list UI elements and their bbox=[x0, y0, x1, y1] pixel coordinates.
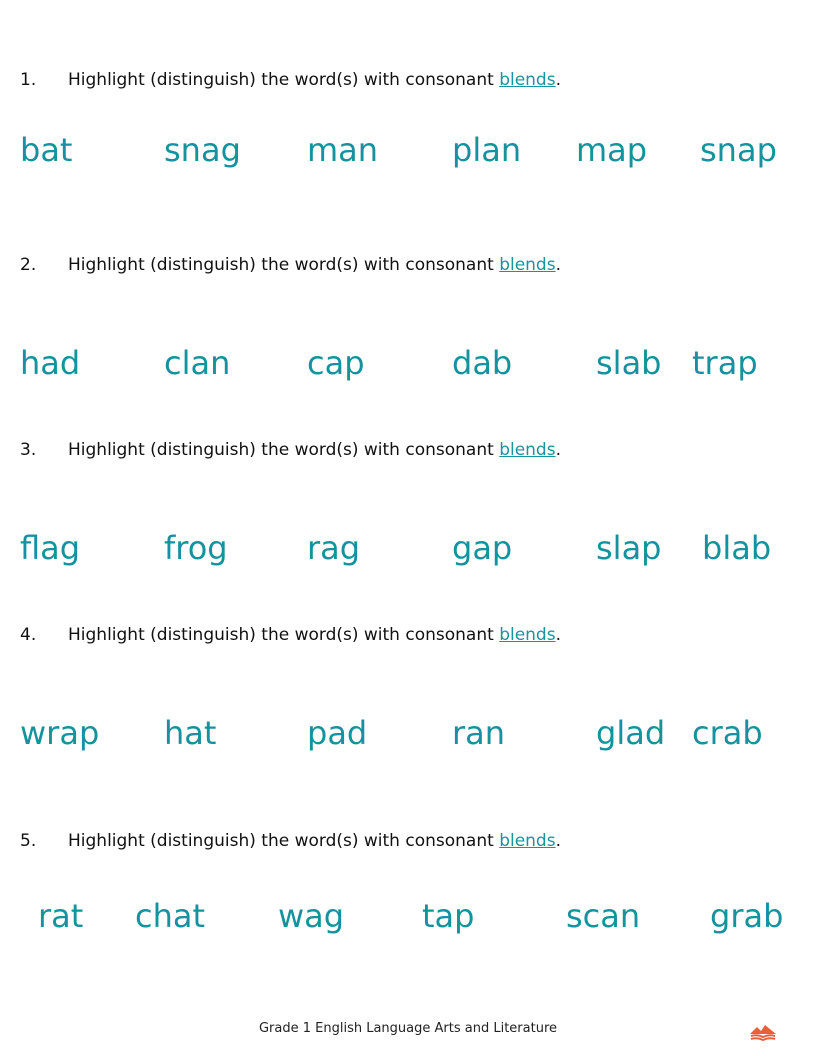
question-text: Highlight (distinguish) the word(s) with consonant bbox=[68, 70, 500, 90]
word-option[interactable]: man bbox=[307, 131, 379, 169]
word-option[interactable]: blab bbox=[702, 529, 772, 567]
question-text: Highlight (distinguish) the word(s) with consonant bbox=[68, 625, 500, 645]
word-option[interactable]: crab bbox=[692, 714, 763, 752]
question-3 bbox=[20, 440, 561, 460]
word-option[interactable]: cap bbox=[307, 344, 365, 382]
word-option[interactable]: dab bbox=[452, 344, 513, 382]
word-option[interactable]: ran bbox=[452, 714, 506, 752]
word-option[interactable]: bat bbox=[20, 131, 73, 169]
blends-link[interactable]: blends bbox=[499, 625, 556, 645]
question-text: Highlight (distinguish) the word(s) with consonant bbox=[68, 440, 500, 460]
word-option[interactable]: plan bbox=[452, 131, 522, 169]
blends-link[interactable]: blends bbox=[499, 70, 556, 90]
book-mountain-icon bbox=[748, 1022, 778, 1042]
word-option[interactable]: frog bbox=[164, 529, 228, 567]
question-number: 5. bbox=[20, 831, 37, 851]
question-period: . bbox=[555, 625, 561, 645]
question-number: 1. bbox=[20, 70, 37, 90]
word-option[interactable]: chat bbox=[135, 897, 206, 935]
question-4 bbox=[20, 625, 561, 645]
question-period: . bbox=[555, 255, 561, 275]
question-period: . bbox=[555, 70, 561, 90]
word-option[interactable]: snag bbox=[164, 131, 241, 169]
word-option[interactable]: wag bbox=[278, 897, 345, 935]
blends-link[interactable]: blends bbox=[499, 831, 556, 851]
question-2 bbox=[20, 255, 561, 275]
word-option[interactable]: flag bbox=[20, 529, 81, 567]
word-option[interactable]: tap bbox=[422, 897, 475, 935]
blends-link[interactable]: blends bbox=[499, 440, 556, 460]
question-5 bbox=[20, 831, 561, 851]
question-number: 2. bbox=[20, 255, 37, 275]
question-1 bbox=[20, 70, 561, 90]
word-option[interactable]: wrap bbox=[20, 714, 100, 752]
word-option[interactable]: trap bbox=[692, 344, 758, 382]
word-option[interactable]: pad bbox=[307, 714, 368, 752]
question-text: Highlight (distinguish) the word(s) with consonant bbox=[68, 831, 500, 851]
question-number: 4. bbox=[20, 625, 37, 645]
word-option[interactable]: had bbox=[20, 344, 81, 382]
word-option[interactable]: slap bbox=[596, 529, 662, 567]
word-option[interactable]: map bbox=[576, 131, 648, 169]
question-text: Highlight (distinguish) the word(s) with consonant bbox=[68, 255, 500, 275]
word-option[interactable]: scan bbox=[566, 897, 641, 935]
word-option[interactable]: slab bbox=[596, 344, 662, 382]
question-period: . bbox=[555, 440, 561, 460]
footer-text: Grade 1 English Language Arts and Literature bbox=[258, 1021, 558, 1036]
word-option[interactable]: clan bbox=[164, 344, 231, 382]
word-option[interactable]: grab bbox=[710, 897, 784, 935]
word-option[interactable]: glad bbox=[596, 714, 666, 752]
question-period: . bbox=[555, 831, 561, 851]
question-number: 3. bbox=[20, 440, 37, 460]
word-option[interactable]: snap bbox=[700, 131, 777, 169]
word-option[interactable]: rag bbox=[307, 529, 361, 567]
word-option[interactable]: gap bbox=[452, 529, 513, 567]
word-option[interactable]: rat bbox=[38, 897, 84, 935]
word-option[interactable]: hat bbox=[164, 714, 217, 752]
blends-link[interactable]: blends bbox=[499, 255, 556, 275]
